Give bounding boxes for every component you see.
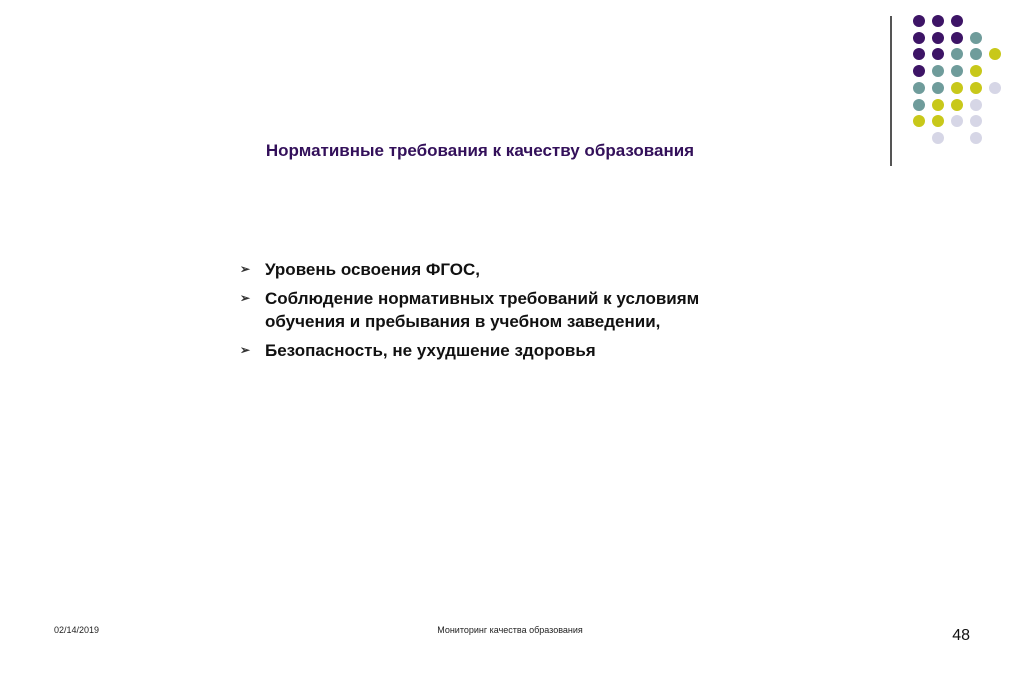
decorative-dot — [913, 115, 925, 127]
decorative-dot — [932, 65, 944, 77]
decorative-dot — [951, 48, 963, 60]
decorative-dot — [951, 32, 963, 44]
decorative-dot — [913, 82, 925, 94]
decorative-dot — [970, 48, 982, 60]
decorative-dot — [970, 65, 982, 77]
decorative-dot — [932, 48, 944, 60]
decorative-dot — [970, 99, 982, 111]
bullet-text: Соблюдение нормативных требований к условиям обучения и пребывания в учебном заведении, — [265, 289, 700, 331]
page-number: 48 — [952, 627, 970, 644]
bullet-list — [240, 258, 760, 368]
decorative-dot — [989, 82, 1001, 94]
arrow-bullet-icon: ➢ — [240, 262, 251, 276]
vertical-divider — [890, 16, 892, 166]
decorative-dot — [970, 115, 982, 127]
decorative-dot — [951, 82, 963, 94]
decorative-dot — [951, 65, 963, 77]
decorative-dot — [913, 48, 925, 60]
arrow-bullet-icon: ➢ — [240, 291, 251, 305]
decorative-dot — [932, 132, 944, 144]
decorative-dot — [913, 32, 925, 44]
decorative-dot — [913, 99, 925, 111]
decorative-dot — [951, 15, 963, 27]
decorative-dot — [951, 99, 963, 111]
slide-title: Нормативные требования к качеству образования — [265, 141, 695, 160]
bullet-text: Уровень освоения ФГОС, — [265, 260, 481, 279]
decorative-dot — [989, 48, 1001, 60]
list-item — [240, 287, 760, 333]
footer-date: 02/14/2019 — [54, 625, 100, 635]
bullet-text: Безопасность, не ухудшение здоровья — [265, 341, 596, 360]
list-item — [240, 339, 760, 362]
decorative-dot — [932, 82, 944, 94]
decorative-dot — [951, 115, 963, 127]
decorative-dot — [932, 32, 944, 44]
decorative-dot — [932, 15, 944, 27]
decorative-dot — [932, 99, 944, 111]
decorative-dot — [913, 65, 925, 77]
list-item — [240, 258, 760, 281]
arrow-bullet-icon: ➢ — [240, 343, 251, 357]
decorative-dot — [970, 32, 982, 44]
decorative-dot — [913, 15, 925, 27]
decorative-dot — [970, 132, 982, 144]
footer-title: Мониторинг качества образования — [437, 625, 583, 635]
decorative-dot — [970, 82, 982, 94]
decorative-dot — [932, 115, 944, 127]
